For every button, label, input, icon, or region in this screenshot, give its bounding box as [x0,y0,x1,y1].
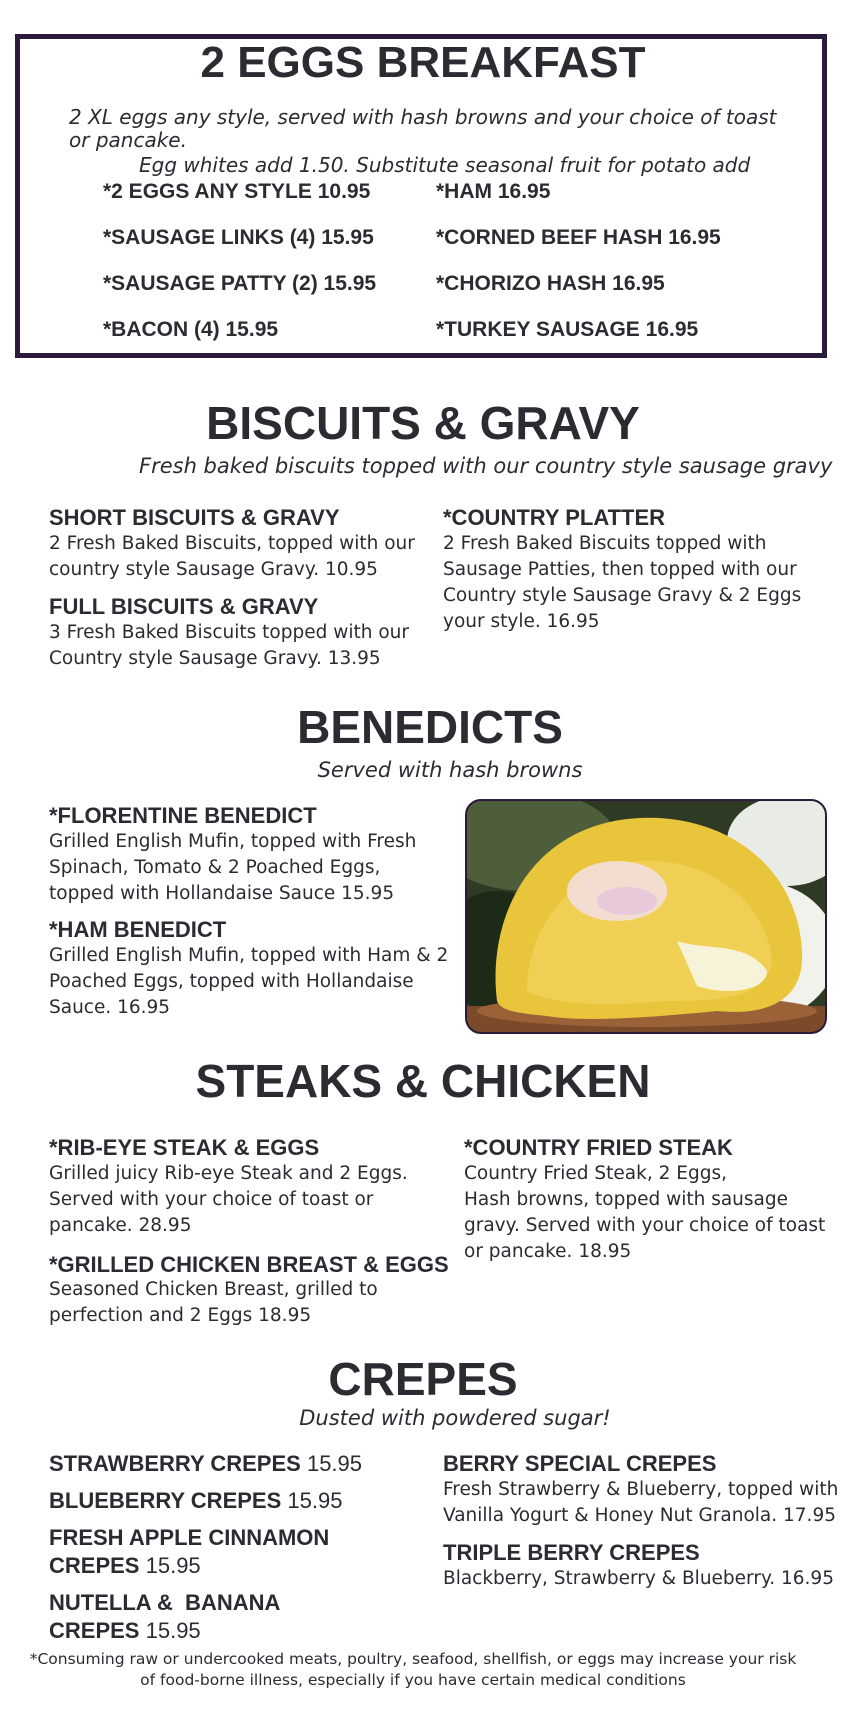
section-title-biscuits: BISCUITS & GRAVY [206,397,640,449]
item-name: BLUEBERRY CREPES [49,1488,282,1513]
item-name: STRAWBERRY CREPES [49,1451,301,1476]
menu-item: *2 EGGS ANY STYLE 10.95 [103,180,371,203]
item-price: 15.95 [287,1488,343,1513]
item-title-florentine: *FLORENTINE BENEDICT [49,803,317,828]
section-subtitle-benedicts: Served with hash browns [317,758,583,782]
two-eggs-desc-2: or pancake. [69,128,187,152]
item-title-short-biscuits: SHORT BISCUITS & GRAVY [49,505,340,530]
menu-item: *BACON (4) 15.95 [103,318,279,341]
section-subtitle-biscuits: Fresh baked biscuits topped with our country style sausage gravy [139,454,833,478]
item-title-ham-benedict: *HAM BENEDICT [49,917,227,942]
item-apple-cinnamon-crepes [49,1525,329,1551]
item-desc-grilled-chicken: Seasoned Chicken Breast, grilled to perfection and 2 Eggs 18.95 [49,1279,378,1326]
section-title-crepes: CREPES [328,1353,518,1405]
item-title-country-platter: *COUNTRY PLATTER [443,505,666,530]
item-price: 15.95 [306,1451,363,1476]
item-title-berry-special: BERRY SPECIAL CREPES [443,1451,717,1476]
item-desc-country-fried-steak-2: Hash browns, topped with sausage gravy. Served with your choice of toast or pancake. 18.95 [464,1189,826,1262]
disclaimer-line: of food-borne illness, especially if you have certain medical conditions [140,1671,686,1689]
item-desc-ham-benedict: Grilled English Mufin, topped with Ham & 2 Poached Eggs, topped with Hollandaise Sauce. 16.95 [49,945,449,1018]
item-strawberry-crepes [49,1451,362,1477]
item-nutella-banana-crepes-2 [49,1618,201,1644]
menu-item: *SAUSAGE LINKS (4) 15.95 [103,226,374,249]
two-eggs-note: Egg whites add 1.50. Substitute seasonal fruit for potato add [139,153,751,177]
item-name: FRESH APPLE CINNAMON [49,1525,330,1550]
item-desc-country-fried-steak: Country Fried Steak, 2 Eggs, [464,1163,727,1184]
item-name: NUTELLA & BANANA [49,1590,281,1615]
item-title-triple-berry: TRIPLE BERRY CREPES [443,1540,700,1565]
disclaimer-line: *Consuming raw or undercooked meats, poultry, seafood, shellfish, or eggs may increase your risk [29,1650,797,1668]
item-desc-florentine: Grilled English Mufin, topped with Fresh Spinach, Tomato & 2 Poached Eggs, topped with Hollandaise Sauce 15.95 [49,831,417,904]
item-desc-berry-special: Fresh Strawberry & Blueberry, topped with Vanilla Yogurt & Honey Nut Granola. 17.95 [443,1479,839,1526]
two-eggs-title: 2 EGGS BREAKFAST [200,38,646,87]
section-title-steaks: STEAKS & CHICKEN [195,1055,651,1107]
item-name: CREPES [49,1618,140,1643]
item-nutella-banana-crepes [49,1590,280,1616]
item-title-grilled-chicken: *GRILLED CHICKEN BREAST & EGGS [49,1252,449,1277]
item-desc-short-biscuits: 2 Fresh Baked Biscuits, topped with our country style Sausage Gravy. 10.95 [49,533,415,580]
menu-item: *CORNED BEEF HASH 16.95 [436,226,721,249]
item-price: 15.95 [145,1553,201,1578]
item-title-country-fried-steak: *COUNTRY FRIED STEAK [464,1135,733,1160]
menu-item: *SAUSAGE PATTY (2) 15.95 [103,272,377,295]
item-desc-full-biscuits: 3 Fresh Baked Biscuits topped with our Country style Sausage Gravy. 13.95 [49,622,409,669]
item-apple-cinnamon-crepes-2 [49,1553,201,1579]
menu-item: *HAM 16.95 [436,180,551,203]
item-name: CREPES [49,1553,140,1578]
item-desc-ribeye: Grilled juicy Rib-eye Steak and 2 Eggs. Served with your choice of toast or pancake. 28.95 [49,1163,408,1236]
menu-item: *TURKEY SAUSAGE 16.95 [436,318,699,341]
item-title-full-biscuits: FULL BISCUITS & GRAVY [49,594,319,619]
item-desc-country-platter: 2 Fresh Baked Biscuits topped with Sausage Patties, then topped with our Country style Sausage Gravy & 2 Eggs your style. 16.95 [443,533,802,632]
item-blueberry-crepes [49,1488,342,1514]
section-subtitle-crepes: Dusted with powdered sugar! [299,1406,611,1430]
eggs-benedict-photo [465,799,827,1034]
item-price: 15.95 [145,1618,201,1643]
item-title-ribeye: *RIB-EYE STEAK & EGGS [49,1135,320,1160]
item-desc-triple-berry: Blackberry, Strawberry & Blueberry. 16.95 [443,1568,834,1589]
disclaimer [0,1649,843,1691]
two-eggs-desc: 2 XL eggs any style, served with hash browns and your choice of toast [69,105,777,129]
section-title-benedicts: BENEDICTS [297,701,563,753]
menu-item: *CHORIZO HASH 16.95 [436,272,665,295]
